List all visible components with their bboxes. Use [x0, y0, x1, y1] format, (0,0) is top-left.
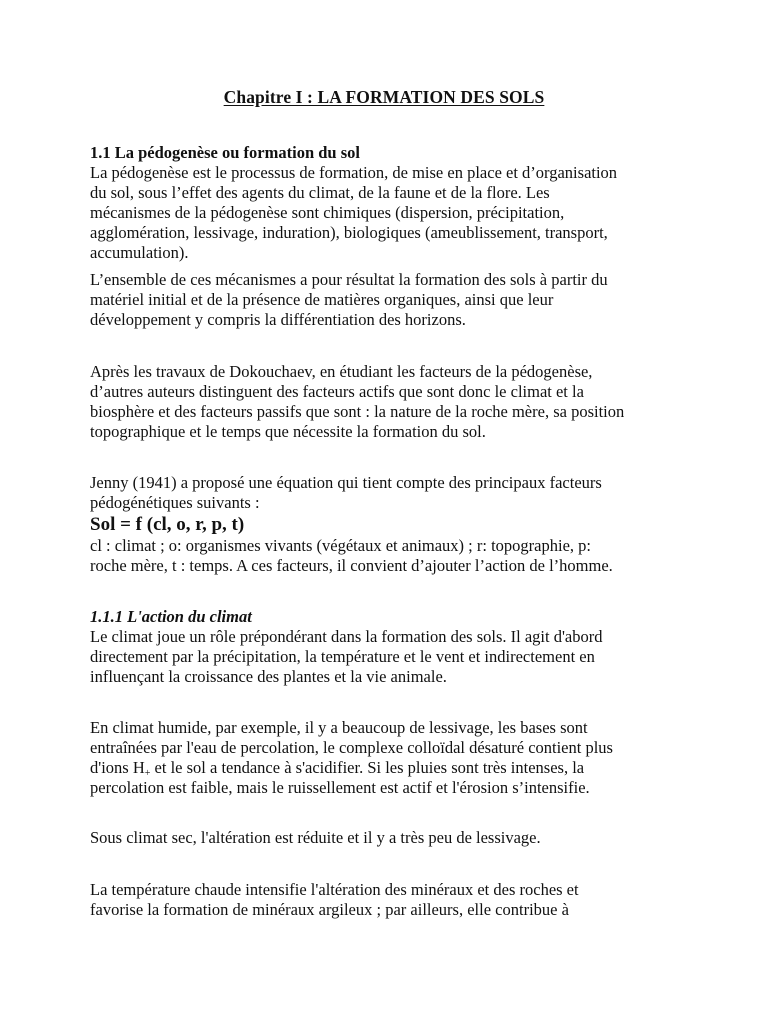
paragraph-line: La pédogenèse est le processus de formation, de mise en place et d’organisation	[90, 163, 618, 182]
paragraph	[90, 362, 690, 442]
paragraph-line: d’autres auteurs distinguent des facteurs actifs que sont donc le climat et la	[90, 382, 584, 401]
paragraph-line: développement y compris la différentiation des horizons.	[90, 310, 466, 329]
paragraph-line: favorise la formation de minéraux argileux ; par ailleurs, elle contribue à	[90, 900, 569, 919]
paragraph-line: cl : climat ; o: organismes vivants (végétaux et animaux) ; r: topographie, p:	[90, 536, 591, 555]
section-heading: 1.1 La pédogenèse ou formation du sol	[90, 143, 360, 162]
paragraph-line: Le climat joue un rôle prépondérant dans la formation des sols. Il agit d'abord	[90, 627, 603, 646]
section-1-1-1	[90, 607, 690, 687]
paragraph-line: Sous climat sec, l'altération est réduite et il y a très peu de lessivage.	[90, 828, 541, 847]
paragraph-line: topographique et le temps que nécessite la formation du sol.	[90, 422, 486, 441]
paragraph-line: entraînées par l'eau de percolation, le complexe colloïdal désaturé contient plus	[90, 738, 613, 757]
paragraph-line: mécanismes de la pédogenèse sont chimiques (dispersion, précipitation,	[90, 203, 565, 222]
paragraph	[90, 828, 690, 848]
text-run: d'ions H	[90, 758, 145, 777]
paragraph-line: roche mère, t : temps. A ces facteurs, il convient d’ajouter l’action de l’homme.	[90, 556, 613, 575]
paragraph-line: biosphère et des facteurs passifs que sont : la nature de la roche mère, sa position	[90, 402, 625, 421]
paragraph-line: percolation est faible, mais le ruissellement est actif et l'érosion s’intensifie.	[90, 778, 590, 797]
paragraph-line: En climat humide, par exemple, il y a beaucoup de lessivage, les bases sont	[90, 718, 588, 737]
paragraph-line: accumulation).	[90, 243, 189, 262]
paragraph-line: La température chaude intensifie l'altération des minéraux et des roches et	[90, 880, 579, 899]
subsection-heading: 1.1.1 L'action du climat	[90, 607, 252, 626]
paragraph	[90, 880, 690, 920]
section-1-1	[90, 143, 690, 263]
paragraph-line: Jenny (1941) a proposé une équation qui tient compte des principaux facteurs	[90, 473, 602, 492]
paragraph-line: directement par la précipitation, la température et le vent et indirectement en	[90, 647, 595, 666]
paragraph	[90, 718, 690, 798]
paragraph-line: agglomération, lessivage, induration), biologiques (ameublissement, transport,	[90, 223, 608, 242]
hydrogen-ion-subscript: +	[144, 768, 151, 779]
paragraph-line: influençant la croissance des plantes et la vie animale.	[90, 667, 447, 686]
paragraph-line: matériel initial et de la présence de matières organiques, ainsi que leur	[90, 290, 554, 309]
paragraph	[90, 473, 690, 576]
paragraph-line: du sol, sous l’effet des agents du climat, de la faune et de la flore. Les	[90, 183, 550, 202]
paragraph-line: pédogénétiques suivants :	[90, 493, 260, 512]
paragraph	[90, 270, 690, 330]
paragraph-line: L’ensemble de ces mécanismes a pour résultat la formation des sols à partir du	[90, 270, 608, 289]
jenny-formula: Sol = f (cl, o, r, p, t)	[90, 514, 245, 535]
paragraph-line: Après les travaux de Dokouchaev, en étudiant les facteurs de la pédogenèse,	[90, 362, 593, 381]
text-run: et le sol a tendance à s'acidifier. Si les pluies sont très intenses, la	[150, 758, 585, 777]
chapter-title: Chapitre I : LA FORMATION DES SOLS	[223, 87, 545, 107]
paragraph-line	[90, 758, 690, 778]
